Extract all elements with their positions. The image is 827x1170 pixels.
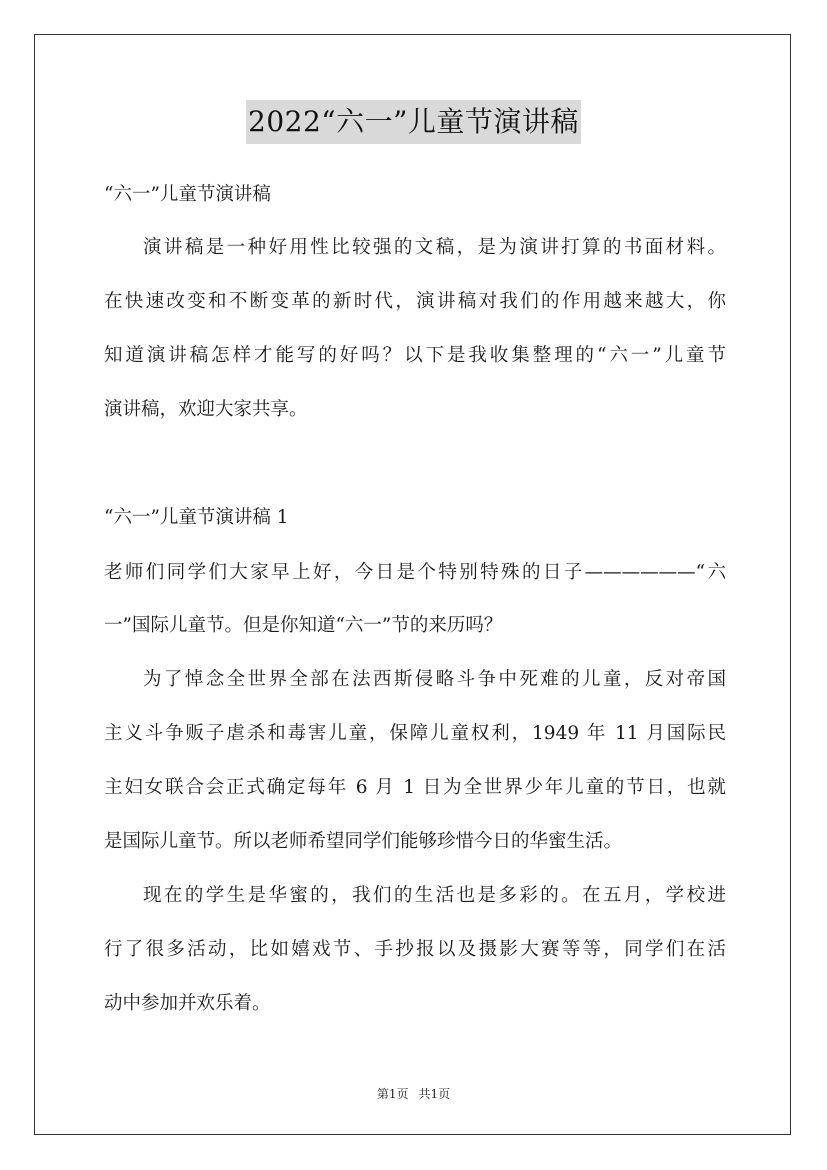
paragraph-line: 行了很多活动，比如嬉戏节、手抄报以及摄影大赛等等，同学们在活 <box>104 939 726 960</box>
intro-line: 演讲稿，欢迎大家共享。 <box>104 399 308 420</box>
paragraph-line: 老师们同学们大家早上好，今日是个特别特殊的日子——————“六 <box>104 562 726 583</box>
paragraph-line: 是国际儿童节。所以老师希望同学们能够珍惜今日的华蜜生活。 <box>104 831 623 852</box>
paragraph-line: 动中参加并欢乐着。 <box>104 993 271 1014</box>
subtitle: “六一”儿童节演讲稿 <box>104 184 271 205</box>
page-total: 共1页 <box>418 1087 451 1101</box>
paragraph-line: 主妇女联合会正式确定每年 6 月 1 日为全世界少年儿童的节日，也就 <box>104 777 726 798</box>
page-number: 第1页 <box>376 1087 409 1101</box>
intro-line: 在快速改变和不断变革的新时代，演讲稿对我们的作用越来越大，你 <box>104 291 726 312</box>
paragraph-line: 现在的学生是华蜜的，我们的生活也是多彩的。在五月，学校进 <box>143 885 726 906</box>
paragraph-line: 一”国际儿童节。但是你知道“六一”节的来历吗？ <box>104 615 503 636</box>
page-footer <box>0 1085 827 1102</box>
section-heading: “六一”儿童节演讲稿 1 <box>104 507 289 528</box>
document-title: 2022“六一”儿童节演讲稿 <box>246 100 581 144</box>
intro-line: 知道演讲稿怎样才能写的好吗？以下是我收集整理的“六一”儿童节 <box>104 345 726 366</box>
title-container <box>0 100 827 144</box>
paragraph-line: 主义斗争贩子虐杀和毒害儿童，保障儿童权利，1949 年 11 月国际民 <box>104 723 726 744</box>
intro-line: 演讲稿是一种好用性比较强的文稿，是为演讲打算的书面材料。 <box>143 237 726 258</box>
paragraph-line: 为了悼念全世界全部在法西斯侵略斗争中死难的儿童，反对帝国 <box>143 669 726 690</box>
